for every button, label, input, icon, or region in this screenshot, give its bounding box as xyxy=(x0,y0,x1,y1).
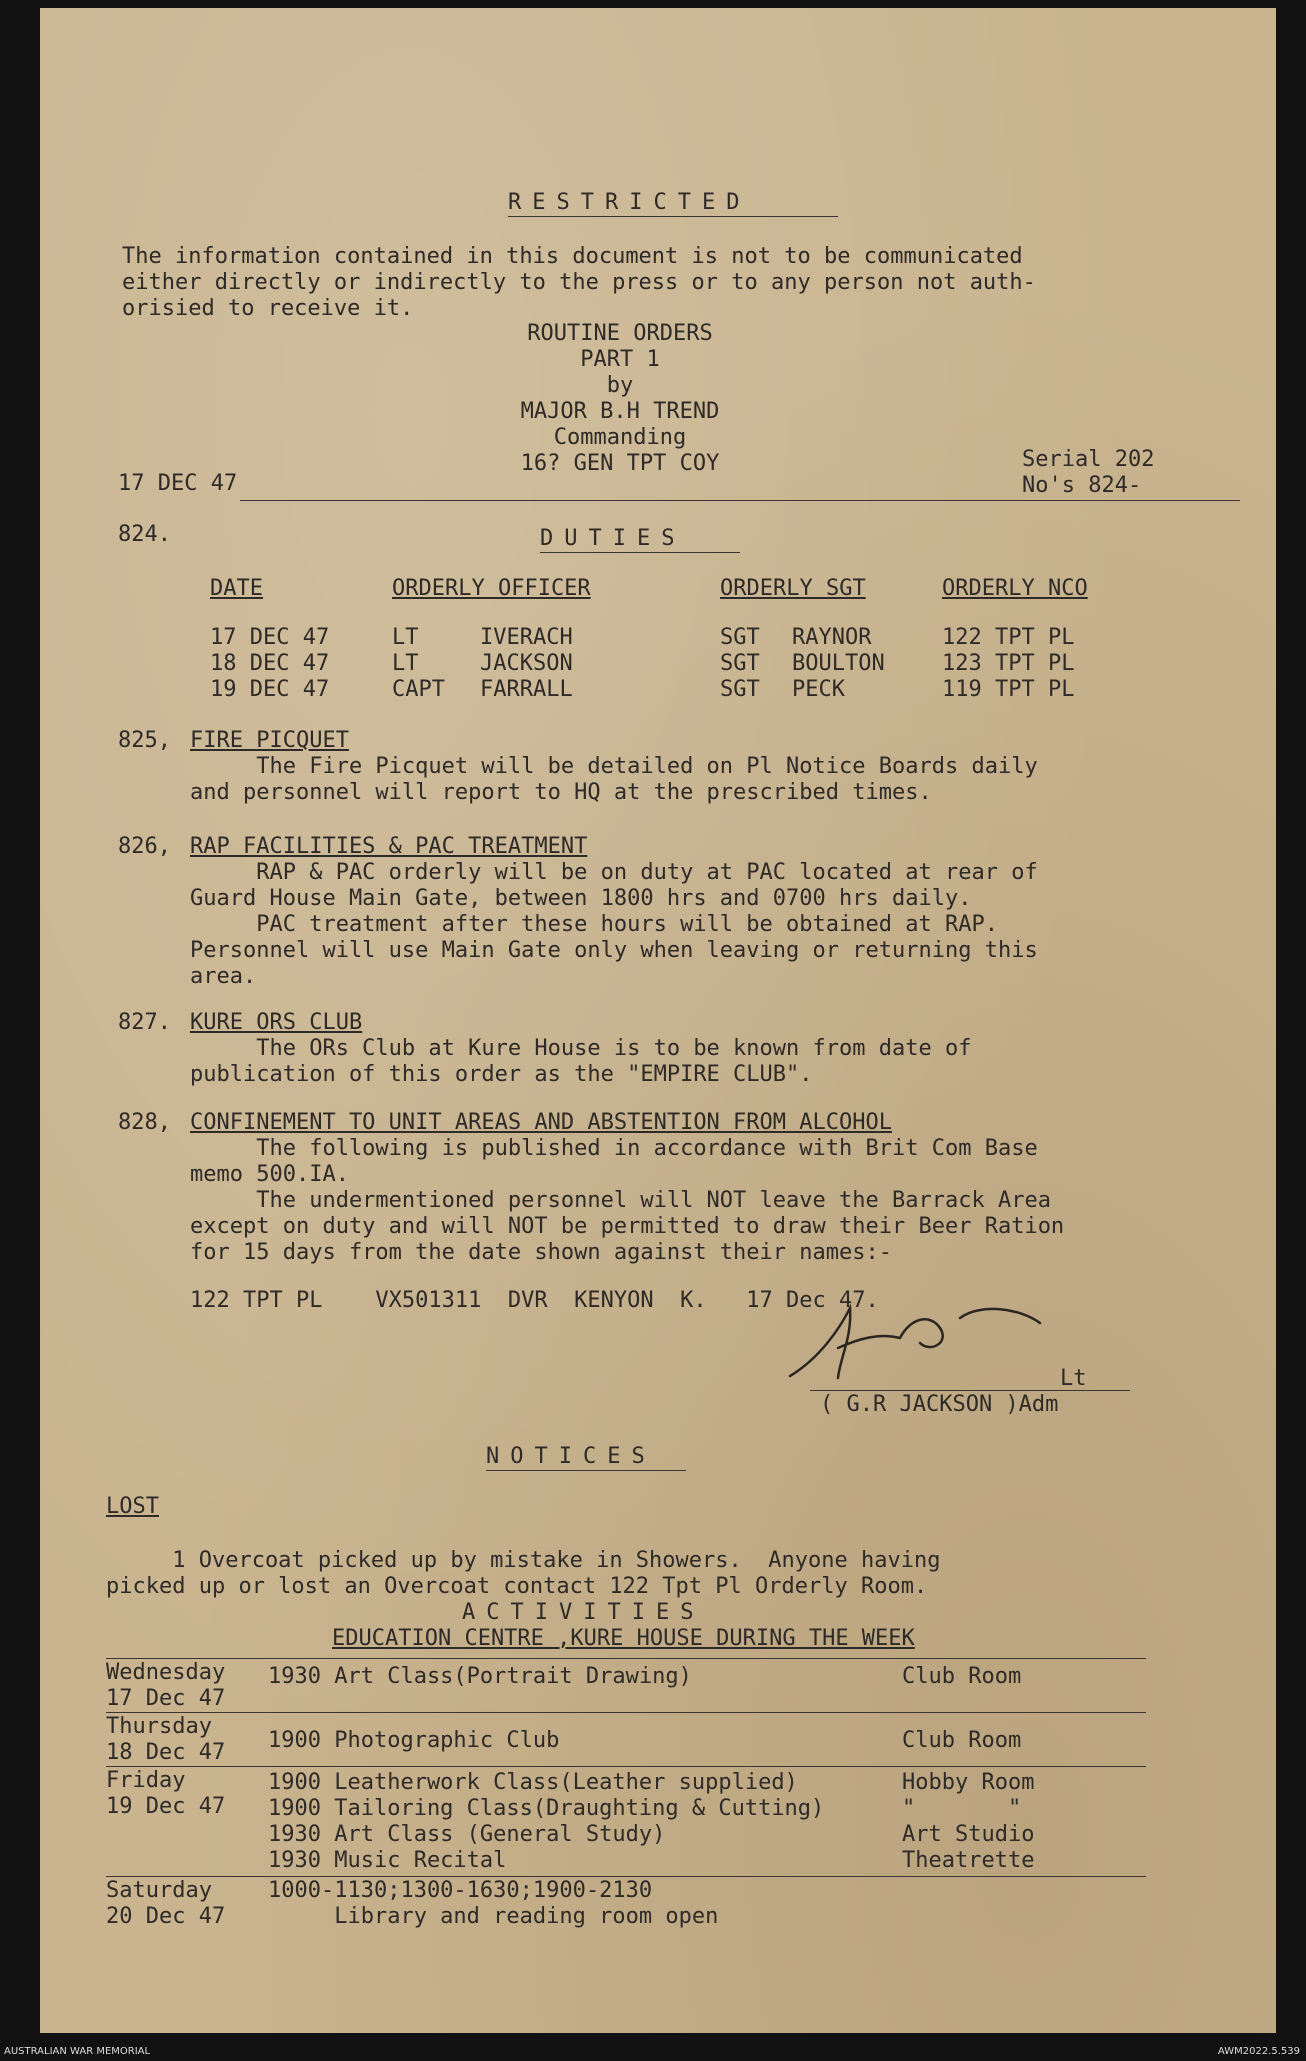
lost-text-line: 1 Overcoat picked up by mistake in Showers. Anyone having xyxy=(106,1548,941,1573)
info-line-2: either directly or indirectly to the press or to any person not auth- xyxy=(122,270,1036,295)
routine-orders-title: ROUTINE ORDERS xyxy=(527,321,713,346)
lost-text-line: picked up or lost an Overcoat contact 122 Tpt Pl Orderly Room. xyxy=(106,1574,928,1599)
confinement-heading: CONFINEMENT TO UNIT AREAS AND ABSTENTION FROM ALCOHOL xyxy=(190,1110,892,1135)
activities-subheading: EDUCATION CENTRE ,KURE HOUSE DURING THE WEEK xyxy=(332,1626,915,1651)
order-text-line: The Fire Picquet will be detailed on Pl Notice Boards daily xyxy=(190,754,1038,779)
serial-number: Serial 202 xyxy=(1022,447,1155,472)
order-text-line: The following is published in accordance with Brit Com Base xyxy=(190,1136,1038,1161)
confinement-entry: 122 TPT PL VX501311 DVR KENYON K. 17 Dec 47. xyxy=(190,1288,879,1313)
order-text-line: memo 500.IA. xyxy=(190,1162,349,1187)
order-number-828: 828, xyxy=(118,1110,171,1135)
commanding-title: Commanding xyxy=(553,425,687,450)
document-page: RESTRICTED The information contained in this document is not to be communicated either directly or indirectly to the press or to any person not auth- orisied to receive it. ROUTINE ORDERS PART 1 by MAJOR B.H TREND Commanding 16? GEN TPT COY 17 DEC 47 Serial 202 No's 824- 824. DUTIES DATE ORDERLY OFFICER ORDERLY SGT ORDERLY NCO 17 DEC 47 LT IVERACH SGT RAYNOR 122 TPT PL 18 DEC 47 LT JACKSON SGT BOULTON 123 TPT PL 19 DEC 47 CAPT FARRALL SGT PECK 119 TPT PL 825, FIRE PICQUET The Fire Picquet will be detailed on Pl Notice Boards daily and personnel will report to HQ at the prescribed times. 826, RAP FACILITIES & PAC TREATMENT RAP & PAC orderly will be on duty at PAC located at rear of Guard House Main Gate, between 1800 hrs and 0700 hrs daily. PAC treatment after these hours will be obtained at RAP. Personnel will use Main Gate only when leaving or returning this area. 827. KURE ORS CLUB The ORs Club at Kure House is to be known from date of publication of this order as the "EMPIRE CLUB". 828, CONFINEMENT TO UNIT AREAS AND ABSTENTION FROM ALCOHOL The following is published in accordance with Brit Com Base memo 500.IA. The undermentioned personnel will NOT leave the Barrack Area except on duty and will NOT be permitted to draw their Beer Ration for 15 days from the date shown against their names:- 122 TPT PL VX501311 DVR KENYON K. 17 Dec 47. Lt ( G.R JACKSON )Adm NOTICES LOST 1 Overcoat picked up by mistake in Showers. Anyone having picked up or lost an Overcoat contact 122 Tpt Pl Orderly Room. ACTIVITIES EDUCATION CENTRE ,KURE HOUSE DURING THE WEEK Wednesday 17 Dec 47 1930 Art Class(Portrait Drawing) Club Room Thursday 18 Dec 47 1900 Photographic Club Club Room Friday 19 Dec 47 1900 Leatherwork Class(Leather supplied) Hobby Room 1900 Tailoring Class(Draughting & Cutting) " " 1930 Art Class (General Study) Art Studio 1930 Music Recital Theatrette Saturday 20 Dec 47 1000-1130;1300-1630;1900-2130 Library and reading room open xyxy=(40,8,1276,2033)
signature-name: ( G.R JACKSON )Adm xyxy=(820,1392,1059,1417)
restricted-heading: RESTRICTED xyxy=(508,190,751,215)
column-date: DATE xyxy=(210,576,263,601)
footer-left: AUSTRALIAN WAR MEMORIAL xyxy=(4,2046,151,2057)
document-date: 17 DEC 47 xyxy=(118,471,238,496)
order-text-line: publication of this order as the "EMPIRE CLUB". xyxy=(190,1062,813,1087)
order-text-line: area. xyxy=(190,964,257,989)
order-text-line: except on duty and will NOT be permitted to draw their Beer Ration xyxy=(190,1214,1065,1239)
part-title: PART 1 xyxy=(580,347,660,372)
order-number-827: 827. xyxy=(118,1010,171,1035)
order-text-line: The ORs Club at Kure House is to be known from date of xyxy=(190,1036,972,1061)
footer-right: AWM2022.5.539 xyxy=(1217,2046,1300,2057)
fire-picquet-heading: FIRE PICQUET xyxy=(190,728,349,753)
order-text-line: PAC treatment after these hours will be obtained at RAP. xyxy=(190,912,998,937)
order-text-line: RAP & PAC orderly will be on duty at PAC located at rear of xyxy=(190,860,1038,885)
activities-heading: ACTIVITIES xyxy=(462,1600,705,1625)
order-text-line: and personnel will report to HQ at the prescribed times. xyxy=(190,780,932,805)
order-numbers: No's 824- xyxy=(1022,473,1142,498)
order-text-line: for 15 days from the date shown against their names:- xyxy=(190,1240,892,1265)
order-number-826: 826, xyxy=(118,834,171,859)
lost-heading: LOST xyxy=(106,1494,159,1519)
info-line-3: orisied to receive it. xyxy=(122,296,414,321)
kure-ors-club-heading: KURE ORS CLUB xyxy=(190,1010,363,1035)
info-line-1: The information contained in this document is not to be communicated xyxy=(122,244,1023,269)
by-title: by xyxy=(606,373,634,398)
handwritten-signature xyxy=(780,1298,1100,1388)
order-number-824: 824. xyxy=(118,522,171,547)
commander-name: MAJOR B.H TREND xyxy=(520,399,720,424)
column-orderly-officer: ORDERLY OFFICER xyxy=(392,576,591,601)
order-text-line: The undermentioned personnel will NOT leave the Barrack Area xyxy=(190,1188,1051,1213)
order-text-line: Guard House Main Gate, between 1800 hrs and 0700 hrs daily. xyxy=(190,886,972,911)
duties-heading: DUTIES xyxy=(540,526,686,551)
column-orderly-nco: ORDERLY NCO xyxy=(942,576,1088,601)
column-orderly-sgt: ORDERLY SGT xyxy=(720,576,866,601)
signature-rank: Lt xyxy=(1060,1366,1087,1391)
rap-facilities-heading: RAP FACILITIES & PAC TREATMENT xyxy=(190,834,588,859)
order-text-line: Personnel will use Main Gate only when leaving or returning this xyxy=(190,938,1038,963)
order-number-825: 825, xyxy=(118,728,171,753)
notices-heading: NOTICES xyxy=(486,1444,656,1469)
unit-title: 16? GEN TPT COY xyxy=(520,451,720,476)
